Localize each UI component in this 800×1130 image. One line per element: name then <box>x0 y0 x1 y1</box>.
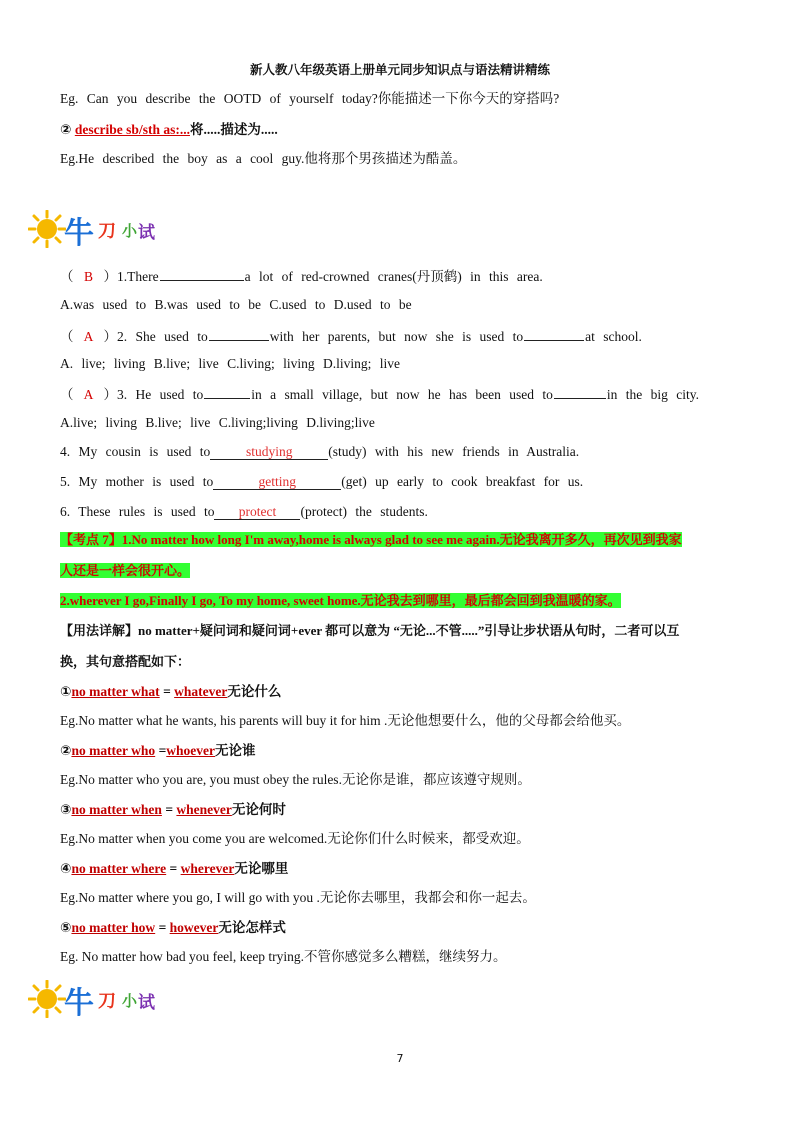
answer-6: protect <box>214 503 300 520</box>
usage-item-how: ⑤no matter how = however无论怎样式 <box>60 920 286 936</box>
quiz-logo <box>28 208 158 254</box>
logo-char-xiao: 小 <box>122 992 138 1010</box>
page-header: 新人教八年级英语上册单元同步知识点与语法精讲精练 <box>249 62 550 77</box>
answer-4: studying <box>210 443 328 460</box>
sun-icon <box>28 210 66 248</box>
logo-char-niu: 牛 <box>64 986 94 1021</box>
blank-1 <box>160 266 244 281</box>
usage-example-where: Eg.No matter where you go, I will go with you .无论你去哪里，我都会和你一起去。 <box>60 890 536 905</box>
kaodian-7-line-2: 人还是一样会很开心。 <box>60 563 191 578</box>
blank-3b <box>554 384 606 399</box>
usage-item-what: ①no matter what = whatever无论什么 <box>60 684 282 700</box>
answer-1: B <box>83 269 93 284</box>
usage-item-when: ③no matter when = whenever无论何时 <box>60 802 286 818</box>
quiz-question-4: 4. My cousin is used to studying (study) with his new friends in Australia. <box>60 444 580 459</box>
point-describe-as <box>60 121 278 139</box>
usage-example-how: Eg. No matter how bad you feel, keep trying.不管你感觉多么糟糕，继续努力。 <box>60 949 507 964</box>
usage-explanation-line-2: 换，其句意搭配如下： <box>60 654 191 669</box>
quiz-question-5: 5. My mother is used to getting (get) up early to cook breakfast for us. <box>60 474 584 489</box>
answer-3: A <box>83 387 94 402</box>
quiz-options-2: A. live; living B.live; live C.living; living D.living; live <box>60 356 400 371</box>
answer-5: getting <box>213 473 341 490</box>
quiz-options-1: A.was used to B.was used to be C.used to D.used to be <box>60 297 412 312</box>
logo-char-shi: 试 <box>138 993 155 1013</box>
kaodian-7-line-3: 2.wherever I go,Finally I go, To my home, sweet home.无论我去到哪里，最后都会回到我温暖的家。 <box>60 593 621 608</box>
phrase-describe-as: describe sb/sth as:... <box>74 122 190 137</box>
phrase-meaning: 将.....描述为..... <box>189 122 278 137</box>
quiz-question-3: （ A ）3. He used to in a small village, but now he has been used to in the big city. <box>60 384 699 404</box>
logo-char-shi: 试 <box>138 223 155 243</box>
usage-explanation-line-1: 【用法详解】no matter+疑问词和疑问词+ever 都可以意为 “无论...不管.....”引导让步状语从句时，二者可以互 <box>60 623 680 638</box>
quiz-question-2: （ A ）2. She used to with her parents, but now she is used to at school. <box>60 326 642 346</box>
logo-char-niu: 牛 <box>64 216 94 251</box>
quiz-question-1: （ B ）1.There a lot of red-crowned cranes(丹顶鹤) in this area. <box>60 266 543 286</box>
usage-example-when: Eg.No matter when you come you are welcomed.无论你们什么时候来，都受欢迎。 <box>60 831 530 846</box>
usage-item-where: ④no matter where = wherever无论哪里 <box>60 861 289 877</box>
circled-number: ② <box>60 122 72 138</box>
example-describe-ootd: Eg. Can you describe the OOTD of yourself today?你能描述一下你今天的穿搭吗? <box>60 91 560 106</box>
logo-char-dao: 刀 <box>98 221 116 242</box>
logo-char-dao: 刀 <box>98 991 116 1012</box>
usage-item-who: ②no matter who =whoever无论谁 <box>60 743 256 759</box>
blank-3a <box>204 384 250 399</box>
blank-2b <box>524 326 584 341</box>
kaodian-7-line-1: 【考点 7】1.No matter how long I'm away,home is always glad to see me again.无论我离开多久，再次见到我家 <box>60 532 682 547</box>
sun-icon <box>28 980 66 1018</box>
answer-2: A <box>83 329 94 344</box>
logo-char-xiao: 小 <box>122 222 138 240</box>
quiz-options-3: A.live; living B.live; live C.living;living D.living;live <box>60 415 375 430</box>
usage-example-what: Eg.No matter what he wants, his parents will buy it for him .无论他想要什么，他的父母都会给他买。 <box>60 713 631 728</box>
page-number: 7 <box>396 1052 404 1065</box>
usage-example-who: Eg.No matter who you are, you must obey the rules.无论你是谁，都应该遵守规则。 <box>60 772 531 787</box>
quiz-logo-2 <box>28 978 158 1024</box>
quiz-question-6: 6. These rules is used to protect (protect) the students. <box>60 504 428 519</box>
blank-2a <box>209 326 269 341</box>
example-described-boy: Eg.He described the boy as a cool guy.他将那个男孩描述为酷盖。 <box>60 151 467 166</box>
